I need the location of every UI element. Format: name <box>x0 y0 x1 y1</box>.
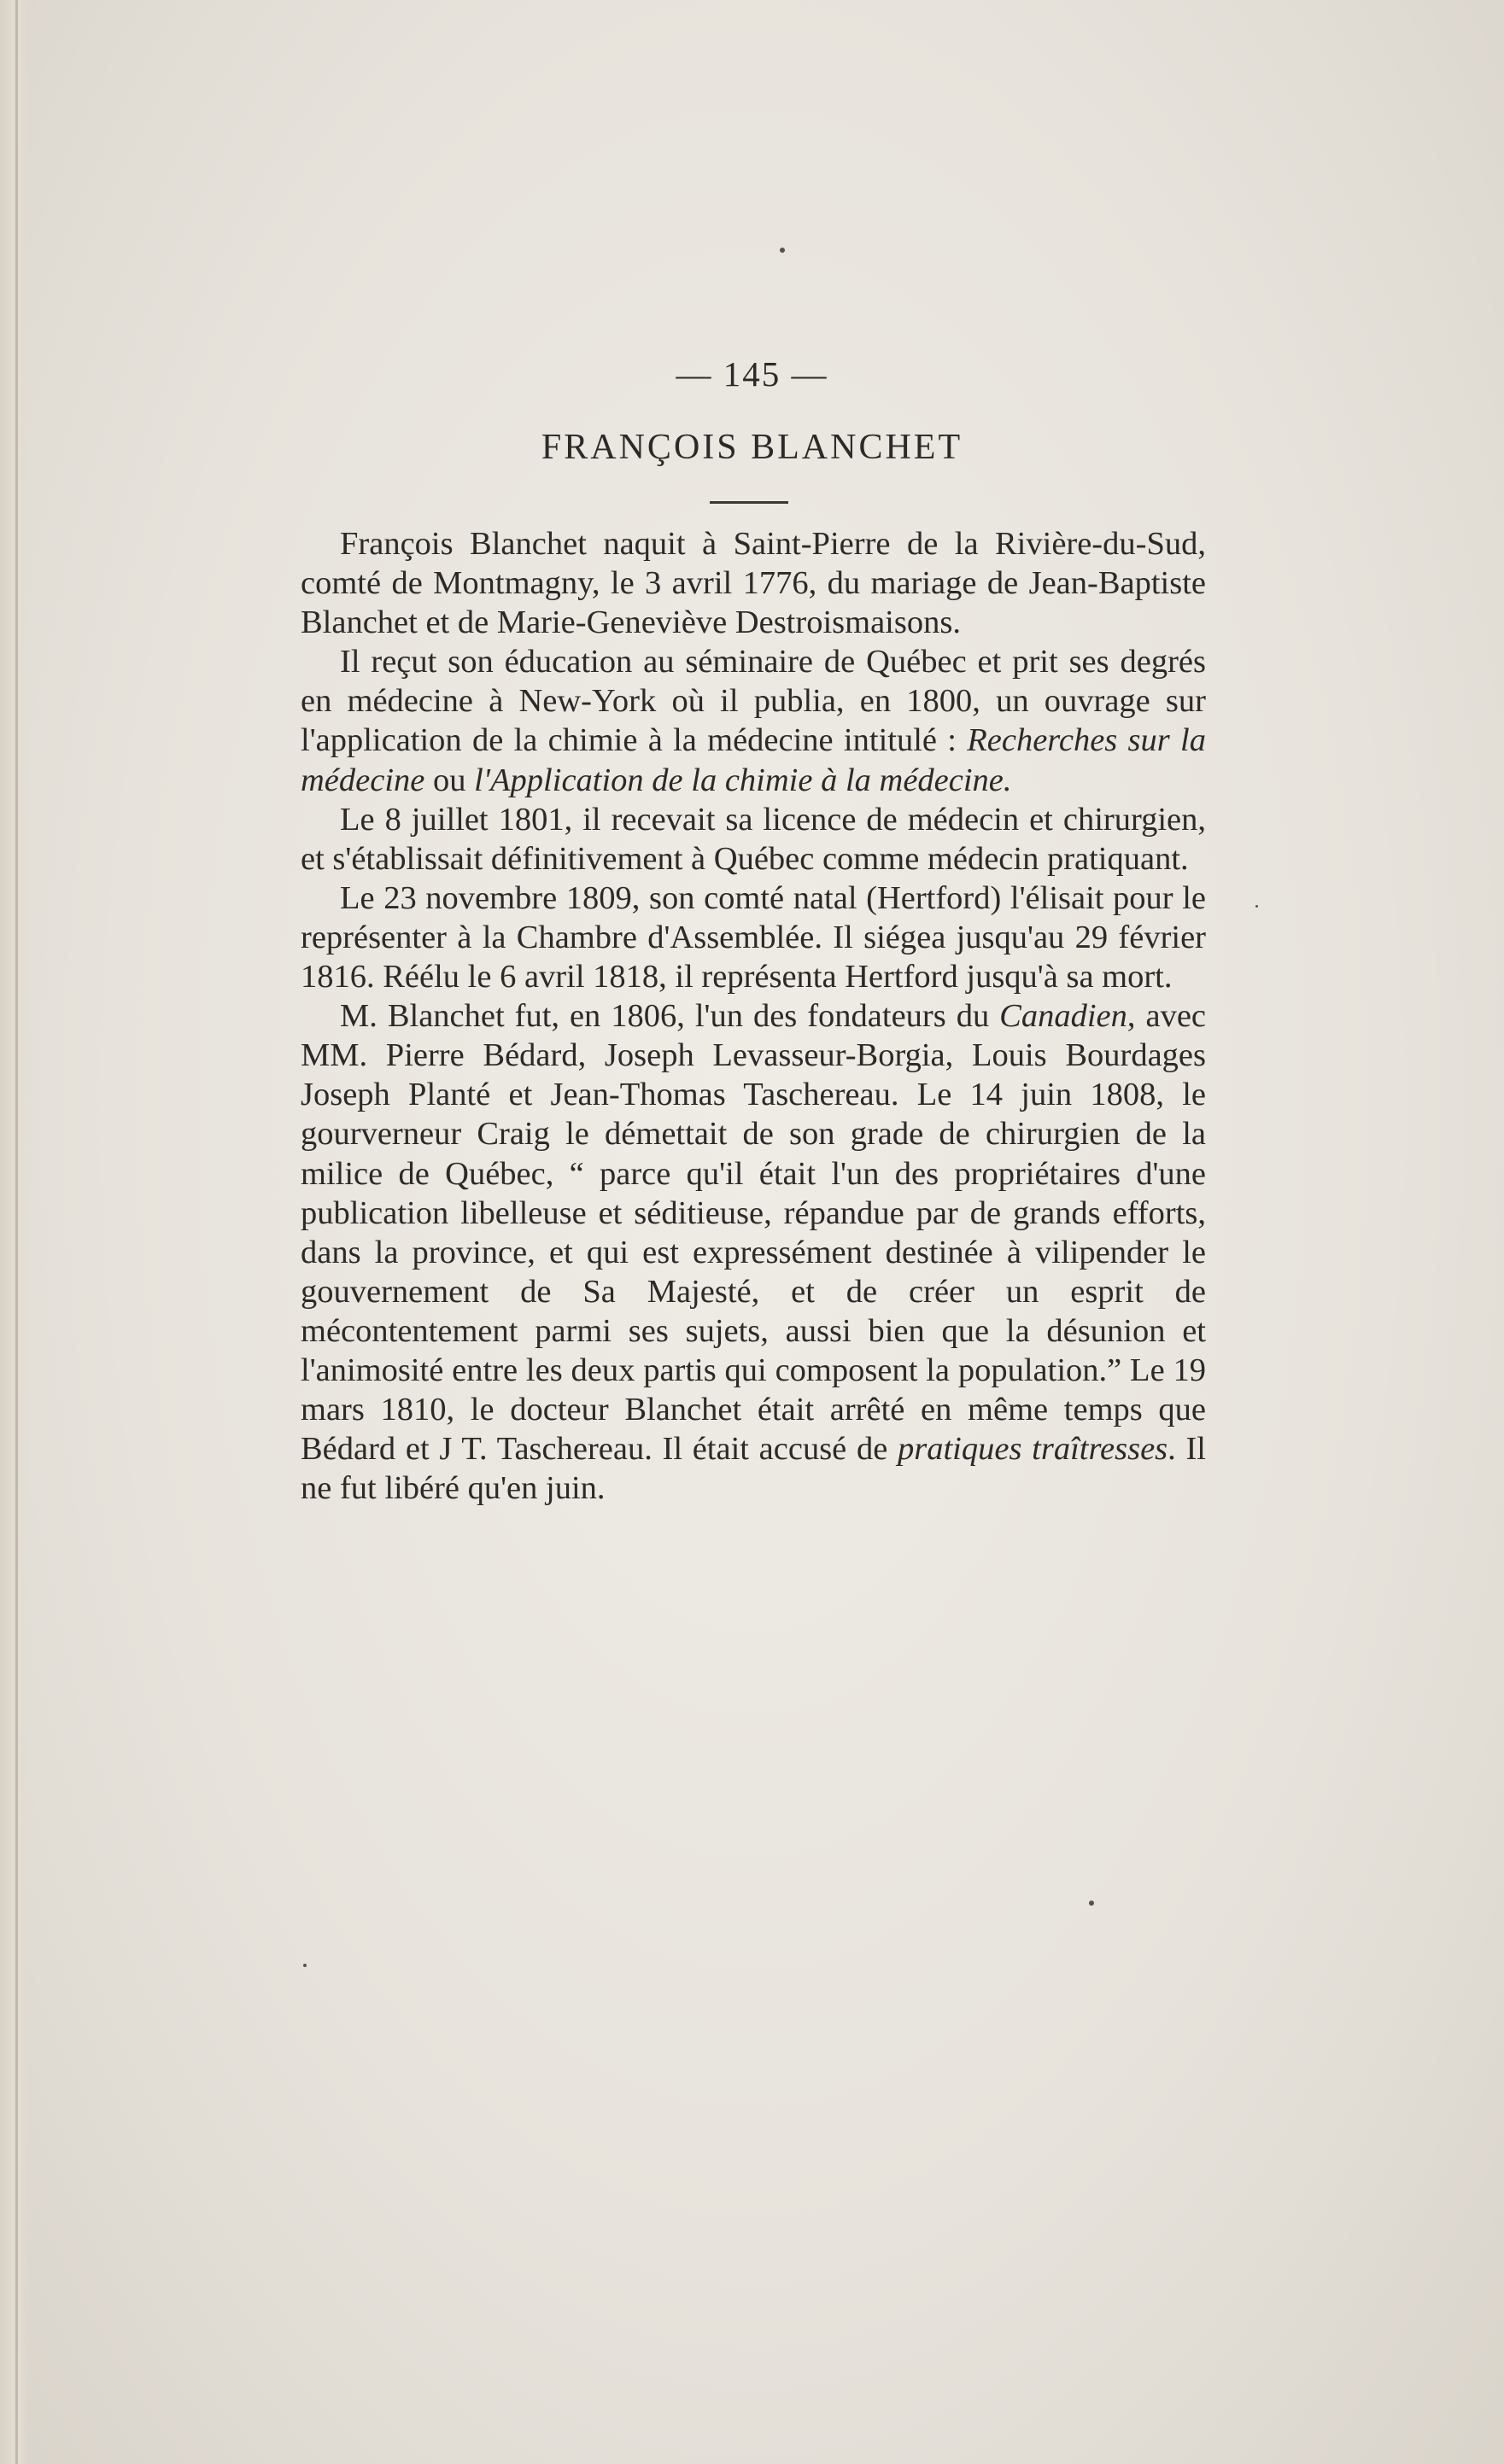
paragraph-text: , avec MM. Pierre Bédard, Joseph Levasseur-Borgia, Louis Bourdages Joseph Planté et Jean-Thomas Taschereau. Le 14 juin 1808, le gourverneur Craig le démettait de son grade de chirurgien de la milice de Québec, “ parce qu'il était l'un des propriétaires d'une publication libelleuse et séditieuse, répandue par de grands efforts, dans la province, et qui est expressément destinée à vilipender le gouvernement de Sa Majesté, et de créer un esprit de mécontentement parmi ses sujets, aussi bien que la désunion et l'animosité entre les deux partis qui composent la population.” Le 19 mars 1810, le docteur Blanchet était arrêté en même temps que Bédard et J T. Taschereau. Il était accusé de <box>301 998 1206 1468</box>
paragraph-birth <box>301 524 1206 642</box>
paragraph-education <box>301 642 1206 799</box>
paper-speck <box>303 1964 307 1967</box>
paragraph-text: François Blanchet naquit à Saint-Pierre de la Rivière-du-Sud, comté de Montmagny, le 3 avril 1776, du mariage de Jean-Baptiste Blanchet et de Marie-Geneviève Destroismaisons. <box>301 526 1206 641</box>
paragraph-text: Le 23 novembre 1809, son comté natal (Hertford) l'élisait pour le représenter à la Chambre d'Assemblée. Il siégea jusqu'au 29 février 1816. Réélu le 6 avril 1818, il représenta Hertford jusqu'à sa mort. <box>301 879 1206 996</box>
paragraph-text: Le 8 juillet 1801, il recevait sa licence de médecin et chirurgien, et s'établissait définitivement à Québec comme médecin pratiquant. <box>301 801 1206 877</box>
accusation-italic: pratiques traîtresses <box>898 1431 1168 1468</box>
paragraph-text: . Il ne fut libéré qu'en juin. <box>301 1431 1206 1507</box>
paper-speck <box>1089 1901 1094 1906</box>
body-text <box>301 524 1206 1508</box>
title-rule-divider <box>710 501 788 504</box>
book-title-italic: Recherches sur la médecine <box>301 722 1206 798</box>
book-subtitle-italic: l'Application de la chimie à la médecine. <box>474 762 1012 798</box>
paragraph-text: ou <box>424 762 475 798</box>
newspaper-name-italic: Canadien <box>999 998 1127 1035</box>
paragraph-licence <box>301 800 1206 879</box>
page-number: — 145 — <box>676 354 828 394</box>
paragraph-text: M. Blanchet fut, en 1806, l'un des fondateurs du <box>340 998 1000 1035</box>
paper-speck <box>1255 905 1258 908</box>
paragraph-election <box>301 879 1206 996</box>
chapter-title: FRANÇOIS BLANCHET <box>541 428 963 467</box>
paper-speck <box>780 248 785 253</box>
paragraph-text: Il reçut son éducation au séminaire de Québec et prit ses degrés en médecine à New-York où il publia, en 1800, un ouvrage sur l'application de la chimie à la médecine intitulé : <box>301 644 1206 759</box>
paragraph-canadien <box>301 996 1206 1508</box>
